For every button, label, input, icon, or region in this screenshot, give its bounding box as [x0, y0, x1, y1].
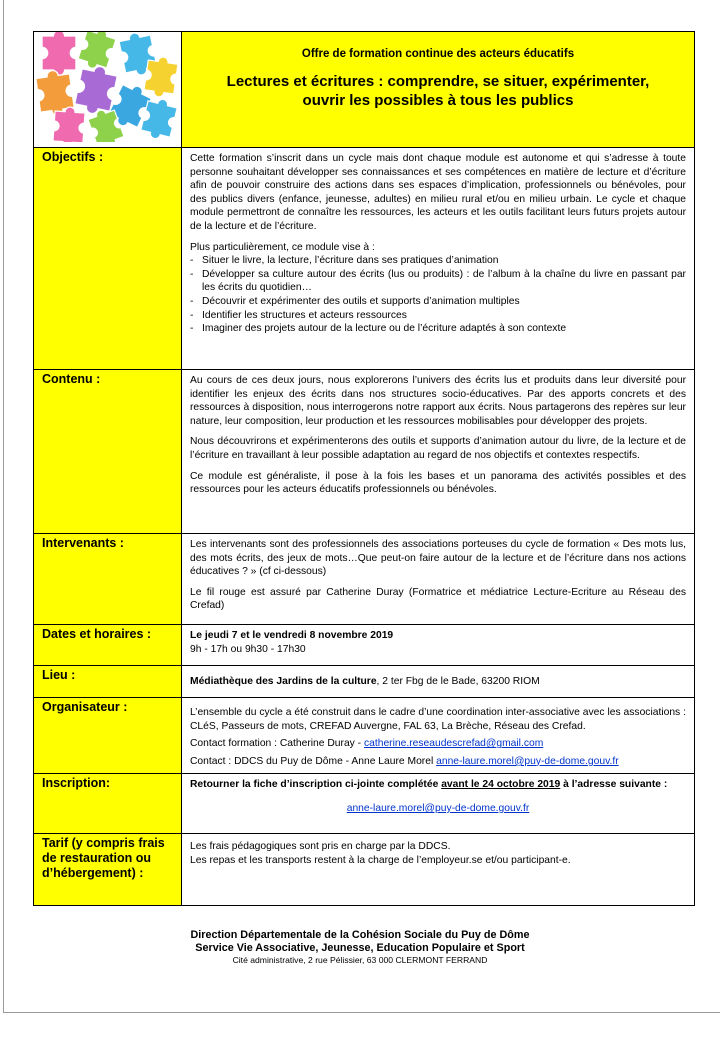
- list-item: - Développer sa culture autour des écrits (lus ou produits) : de l’album à la chaîne du livre en passant par les écrits du quotidien…: [190, 268, 686, 295]
- contenu-label: Contenu :: [34, 370, 182, 534]
- inscription-text: [190, 778, 686, 792]
- objectifs-label: Objectifs :: [34, 148, 182, 370]
- contenu-paragraph-2: Nous découvrirons et expérimenterons des outils et supports d’animation autour du livre, de la lecture et de l’écriture en travaillant à leur possible adaptation au regard de nos objectifs et contextes respectifs.: [190, 436, 686, 461]
- dates-label: Dates et horaires :: [34, 625, 182, 666]
- inscription-text-part1: Retourner la fiche d’inscription ci-jointe complétée: [190, 779, 442, 791]
- list-item: - Identifier les structures et acteurs ressources: [190, 309, 686, 323]
- header-title-line2: ouvrir les possibles à tous les publics: [302, 92, 574, 109]
- inscription-text-part2: à l’adresse suivante :: [560, 779, 668, 791]
- lieu-place: Médiathèque des Jardins de la culture: [190, 676, 377, 687]
- contenu-paragraph-1: Au cours de ces deux jours, nous explorerons l’univers des écrits lus et produits dans leur diversité pour identifier les enjeux des écrits dans nos structures socio-éducatives. Par des apports concrets et des ressources à disposition, nous interrogerons notre rapport aux écrits. Nous partagerons des repères sur leur nature, leur composition, leur production et les ressources mobilisables pour développer des projets.: [190, 375, 686, 427]
- page-border-left: [3, 0, 4, 1013]
- contact-ddcs-label: Contact : DDCS du Puy de Dôme - Anne Laure Morel: [190, 755, 437, 767]
- puzzle-piece: [143, 55, 178, 99]
- inscription-label: Inscription:: [34, 774, 182, 834]
- contenu-paragraph-3: Ce module est généraliste, il pose à la fois les bases et un panorama des activités possibles et des ressources pour les acteurs éducatifs professionnels ou bénévoles.: [190, 470, 686, 496]
- contenu-content: [182, 370, 695, 534]
- footer: [0, 929, 720, 966]
- lieu-content: [182, 666, 695, 698]
- lieu-address: , 2 ter Fbg de le Bade, 63200 RIOM: [376, 676, 540, 687]
- footer-address: Cité administrative, 2 rue Pélissier, 63 000 CLERMONT FERRAND: [232, 955, 488, 965]
- list-item: - Découvrir et expérimenter des outils et supports d’animation multiples: [190, 295, 686, 309]
- puzzle-piece: [42, 32, 76, 76]
- contact-formation-email-link[interactable]: catherine.reseaudescrefad@gmail.com: [363, 738, 544, 750]
- inscription-email-link[interactable]: anne-laure.morel@puy-de-dome.gouv.fr: [346, 802, 530, 814]
- training-form-table: [33, 31, 695, 906]
- tarif-label: Tarif (y compris frais de restauration ou d’hébergement) :: [34, 834, 182, 906]
- inscription-email-wrap: [190, 802, 686, 816]
- intervenants-paragraph-2: Le fil rouge est assuré par Catherine Duray (Formatrice et médiatrice Lecture-Ecriture au Réseau des Crefad): [190, 586, 686, 612]
- list-item: - Situer le livre, la lecture, l’écriture dans ses pratiques d’animation: [190, 254, 686, 268]
- objectifs-intro: Plus particulièrement, ce module vise à :: [190, 241, 375, 253]
- lieu-label: Lieu :: [34, 666, 182, 698]
- tarif-line-2: Les repas et les transports restent à la charge de l’employeur.se et/ou participant-e.: [190, 854, 571, 866]
- intervenants-label: Intervenants :: [34, 534, 182, 625]
- header-banner: [182, 32, 695, 148]
- header-subtitle: Offre de formation continue des acteurs éducatifs: [301, 48, 575, 60]
- hours-line: 9h - 17h ou 9h30 - 17h30: [190, 643, 306, 655]
- intervenants-content: [182, 534, 695, 625]
- puzzle-piece: [53, 106, 86, 142]
- intervenants-paragraph-1: Les intervenants sont des professionnels des associations porteuses du cycle de formation « Des mots lus, des mots écrits, des jeux de mots…Que peut-on faire autour de la lecture et de l’écriture dans nos actions éducatives ? » (cf ci-dessous): [190, 539, 686, 578]
- contact-formation: [190, 737, 686, 751]
- contact-formation-label: Contact formation : Catherine Duray -: [190, 738, 364, 750]
- dates-content: [182, 625, 695, 666]
- puzzle-image: [34, 32, 182, 148]
- inscription-deadline: avant le 24 octobre 2019: [441, 779, 561, 791]
- list-item: - Imaginer des projets autour de la lecture ou de l’écriture adaptés à son contexte: [190, 322, 686, 336]
- organisateur-paragraph: L’ensemble du cycle a été construit dans le cadre d’une coordination inter-associative avec les associations : CLéS, Passeurs de mots, CREFAD Auvergne, FAL 63, La Brèche, Réseau des Crefad.: [190, 707, 686, 732]
- tarif-line-1: Les frais pédagogiques sont pris en charge par la DDCS.: [190, 841, 451, 853]
- footer-service: Service Vie Associative, Jeunesse, Education Populaire et Sport: [195, 942, 525, 954]
- dates-line: Le jeudi 7 et le vendredi 8 novembre 2019: [190, 630, 394, 641]
- objectifs-content: [182, 148, 695, 370]
- organisateur-label: Organisateur :: [34, 698, 182, 774]
- contact-ddcs: [190, 755, 686, 769]
- tarif-content: [182, 834, 695, 906]
- inscription-content: [182, 774, 695, 834]
- footer-direction: Direction Départementale de la Cohésion Sociale du Puy de Dôme: [190, 929, 530, 941]
- puzzle-pieces-icon: [34, 32, 181, 142]
- organisateur-content: [182, 698, 695, 774]
- objectifs-list: [190, 254, 686, 336]
- objectifs-paragraph: Cette formation s’inscrit dans un cycle mais dont chaque module est autonome et qui s’adresse à toute personne souhaitant développer ses connaissances et ses compétences en matière de lecture et d’écriture afin de pouvoir construire des actions dans ses espaces d’implication, professionnels ou bénévoles, pour des publics divers (enfance, jeunesse, adultes) en milieu rural et/ou en milieu urbain. Le cycle et chaque module permettront de connaître les ressources, les acteurs et les outils facilitant leurs futurs projets autour de la lecture et de l’écriture.: [190, 153, 686, 232]
- contact-ddcs-email-link[interactable]: anne-laure.morel@puy-de-dome.gouv.fr: [436, 755, 619, 767]
- header-title-line1: Lectures et écritures : comprendre, se situer, expérimenter,: [226, 73, 650, 90]
- page-border-bottom: [3, 1012, 720, 1013]
